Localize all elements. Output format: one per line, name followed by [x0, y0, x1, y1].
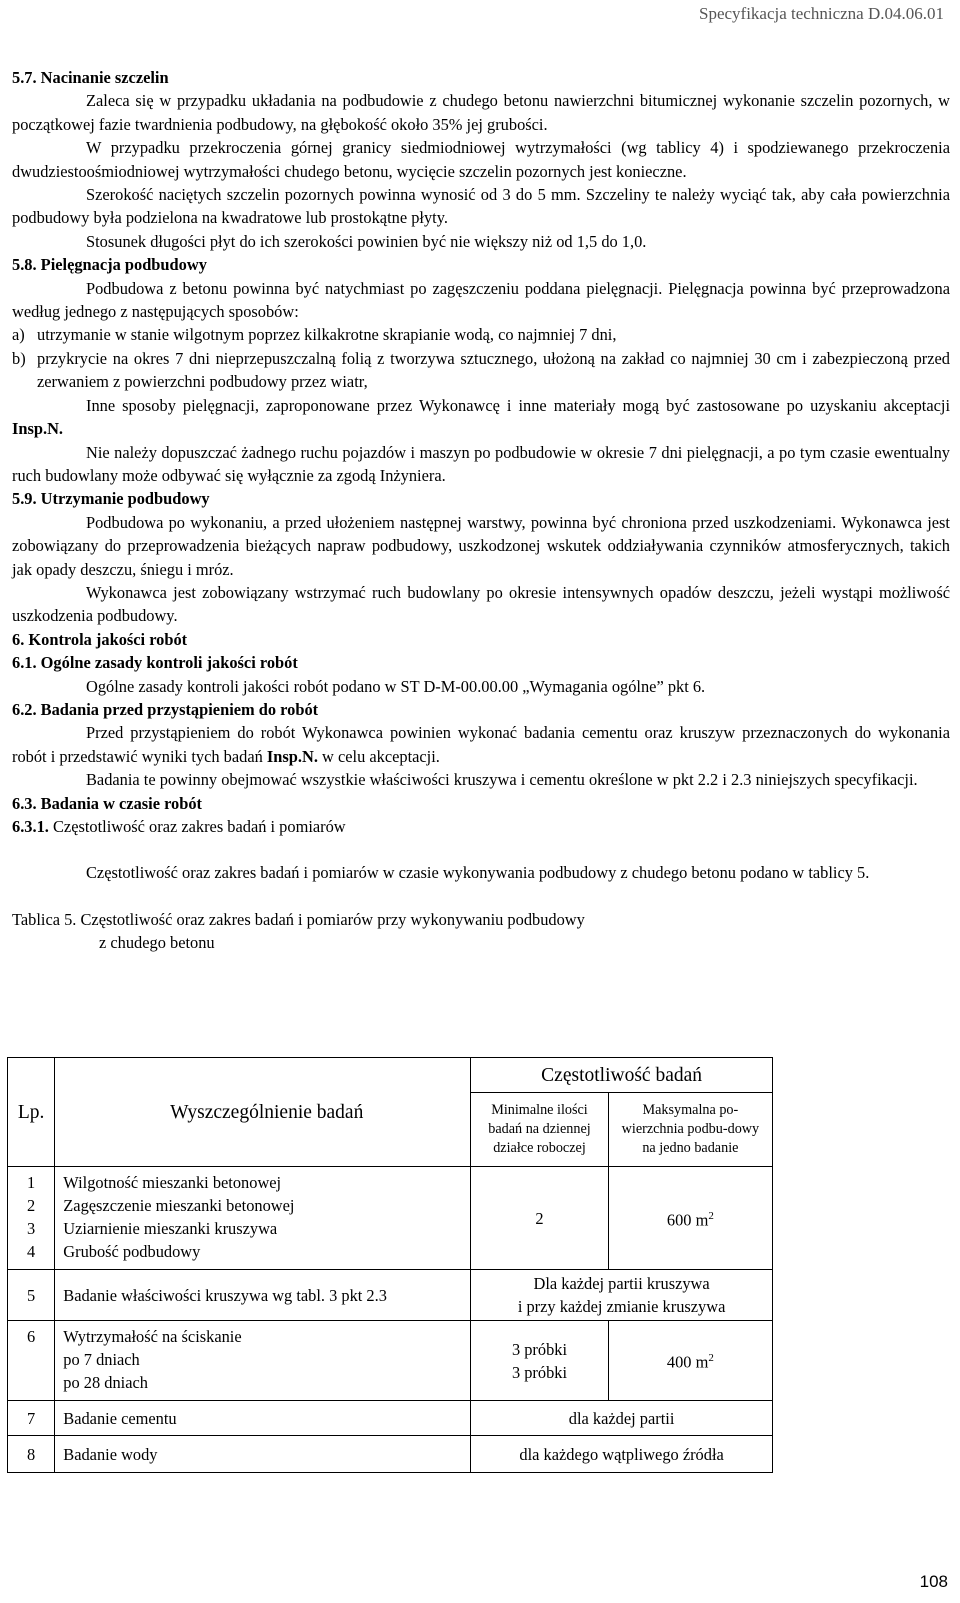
- paragraph-text: Inne sposoby pielęgnacji, zaproponowane przez Wykonawcę i inne materiały mogą być zastosowane po uzyskaniu akceptacji: [86, 395, 950, 415]
- section-heading-6: 6. Kontrola jakości robót: [12, 629, 188, 649]
- max-cell: [608, 1321, 772, 1401]
- lp-value: 4: [27, 1242, 36, 1261]
- frequency-line: Dla każdej partii kruszywa: [533, 1274, 710, 1293]
- header-min: Minimalne ilości badań na dziennej działce roboczej: [471, 1093, 609, 1167]
- lp-value: 3: [27, 1219, 36, 1238]
- lp-cell: [8, 1167, 55, 1270]
- page-number: 108: [919, 1572, 948, 1591]
- paragraph-text: Przed przystąpieniem do robót Wykonawca powinien wykonać badania cementu oraz kruszyw przeznaczonych do wykonania robót i przedstawić wyniki tych badań: [12, 723, 950, 766]
- description-line: Wytrzymałość na ściskanie: [63, 1327, 242, 1346]
- table-header-row: [8, 1058, 773, 1093]
- paragraph: Wykonawca jest zobowiązany wstrzymać ruch budowlany po okresie intensywnych opadów deszczu, jeżeli wystąpi możliwość uszkodzenia podbudowy.: [12, 582, 950, 626]
- header-lp: [8, 1058, 55, 1167]
- section-heading-5-9: 5.9. Utrzymanie podbudowy: [12, 489, 210, 509]
- paragraph: Częstotliwość oraz zakres badań i pomiarów w czasie wykonywania podbudowy z chudego betonu podano w tablicy 5.: [86, 863, 870, 883]
- section-heading-6-1: 6.1. Ogólne zasady kontroli jakości robót: [12, 653, 298, 673]
- section-heading-5-8: 5.8. Pielęgnacja podbudowy: [12, 255, 207, 275]
- description-cell: [55, 1167, 471, 1270]
- paragraph: Nie należy dopuszczać żadnego ruchu pojazdów i maszyn po podbudowie w okresie 7 dni pielęgnacji, a po tym czasie ewentualny ruch budowlany może odbywać się wyłącznie za zgodą Inżyniera.: [12, 442, 950, 485]
- paragraph: Podbudowa z betonu powinna być natychmiast po zagęszczeniu poddana pielęgnacji. Pielęgnacja powinna być przeprowadzona według jednego z następujących sposobów:: [12, 278, 950, 322]
- running-header: Specyfikacja techniczna D.04.06.01: [699, 4, 944, 23]
- section-heading-6-2: 6.2. Badania przed przystąpieniem do robót: [12, 699, 319, 719]
- header-text: Częstotliwość badań: [541, 1064, 703, 1086]
- table-row: [8, 1167, 773, 1270]
- list-item: [12, 323, 950, 346]
- frequency-cell: [471, 1270, 773, 1321]
- description-cell: [55, 1321, 471, 1401]
- subsection-title: Częstotliwość oraz zakres badań i pomiarów: [48, 817, 346, 836]
- list-marker: a): [12, 325, 25, 345]
- header-description: [55, 1058, 471, 1167]
- frequency-table: [7, 1057, 773, 1473]
- header-text: Lp.: [17, 1101, 45, 1123]
- max-value: 600 m: [666, 1210, 709, 1230]
- table-caption: Tablica 5. Częstotliwość oraz zakres badań i pomiarów przy wykonywaniu podbudowy: [12, 909, 585, 929]
- frequency-line: i przy każdej zmianie kruszywa: [517, 1297, 726, 1316]
- description-line: Uziarnienie mieszanki kruszywa: [63, 1219, 278, 1238]
- max-cell: [608, 1167, 772, 1270]
- lp-cell: 5: [8, 1270, 55, 1321]
- description-line: Wilgotność mieszanki betonowej: [63, 1173, 282, 1192]
- list-item: [12, 347, 950, 394]
- table-row: [8, 1270, 773, 1321]
- description-line: po 28 dniach: [63, 1373, 148, 1392]
- header-frequency: [471, 1058, 773, 1093]
- description-cell: Badanie właściwości kruszywa wg tabl. 3 pkt 2.3: [55, 1270, 471, 1321]
- lp-value: 1: [27, 1173, 36, 1192]
- section-heading-5-7: 5.7. Nacinanie szczelin: [12, 68, 169, 87]
- list-item-text: przykrycie na okres 7 dni nieprzepuszczalną folią z tworzywa sztucznego, ułożoną na zakład co najmniej 30 cm i zabezpieczoną przed zerwaniem z powierzchni podbudowy przez wiatr,: [37, 348, 950, 392]
- table-row: [8, 1436, 773, 1473]
- frequency-cell: dla każdej partii: [471, 1401, 773, 1436]
- paragraph: Ogólne zasady kontroli jakości robót podano w ST D-M-00.00.00 „Wymagania ogólne” pkt 6.: [86, 676, 706, 696]
- description-line: po 7 dniach: [63, 1350, 140, 1369]
- paragraph: Badania te powinny obejmować wszystkie właściwości kruszywa i cementu określone w pkt 2.2 i 2.3 niniejszych specyfikacji.: [86, 770, 918, 790]
- paragraph: Szerokość naciętych szczelin pozornych powinna wynosić od 3 do 5 mm. Szczeliny te należy wyciąć tak, aby cała powierzchnia podbudowy była podzielona na kwadratowe lub prostokątne płyty.: [12, 185, 950, 228]
- subsection-heading-6-3-1: [12, 815, 950, 838]
- header-max: Maksymalna po-wierzchnia podbu-dowy na jedno badanie: [608, 1093, 772, 1167]
- lp-cell: 6: [8, 1321, 55, 1401]
- bold-term: Insp.N.: [266, 746, 318, 766]
- min-cell: 2: [471, 1167, 609, 1270]
- description-cell: Badanie wody: [55, 1436, 471, 1473]
- document-body: [12, 66, 950, 955]
- section-heading-6-3: 6.3. Badania w czasie robót: [12, 793, 203, 813]
- unit-exponent: 2: [708, 1352, 714, 1365]
- min-value: 3 próbki: [511, 1339, 568, 1359]
- max-value: 400 m: [666, 1352, 709, 1372]
- subsection-number: 6.3.1.: [12, 817, 49, 836]
- description-line: Zagęszczenie mieszanki betonowej: [63, 1196, 295, 1215]
- paragraph: [12, 721, 950, 768]
- paragraph: [12, 394, 950, 441]
- paragraph: Zaleca się w przypadku układania na podbudowie z chudego betonu nawierzchni bitumicznej wykonanie szczelin pozornych, w początkowej fazie twardnienia podbudowy, na głębokość około 35% jej grubości.: [12, 91, 950, 134]
- paragraph-text: w celu akceptacji.: [317, 746, 440, 766]
- description-line: Grubość podbudowy: [63, 1242, 201, 1261]
- lp-cell: 7: [8, 1401, 55, 1436]
- list-marker: b): [12, 348, 26, 368]
- table-caption-continued: z chudego betonu: [99, 933, 215, 953]
- table-row: [8, 1401, 773, 1436]
- header-text: Wyszczególnienie badań: [170, 1101, 364, 1123]
- lp-value: 2: [27, 1196, 36, 1215]
- table-row: [8, 1321, 773, 1401]
- paragraph: W przypadku przekroczenia górnej granicy siedmiodniowej wytrzymałości (wg tablicy 4) i spodziewanego przekroczenia dwudziestoośmiodniowej wytrzymałości chudego betonu, wycięcie szczelin pozornych jest konieczne.: [12, 138, 950, 181]
- frequency-cell: dla każdego wątpliwego źródła: [471, 1436, 773, 1473]
- bold-term: Insp.N.: [12, 419, 64, 439]
- list-item-text: utrzymanie w stanie wilgotnym poprzez kilkakrotne skrapianie wodą, co najmniej 7 dni,: [37, 325, 617, 345]
- min-cell: [471, 1321, 609, 1401]
- paragraph: Stosunek długości płyt do ich szerokości powinien być nie większy niż od 1,5 do 1,0.: [86, 231, 647, 251]
- paragraph: Podbudowa po wykonaniu, a przed ułożeniem następnej warstwy, powinna być chroniona przed uszkodzeniami. Wykonawca jest zobowiązany do przeprowadzenia bieżących napraw podbudowy, uszkodzonej wskutek oddziaływania czynników atmosferycznych, takich jak opady deszczu, śniegu i mróz.: [12, 512, 950, 579]
- min-value: 3 próbki: [511, 1362, 568, 1382]
- description-cell: Badanie cementu: [55, 1401, 471, 1436]
- unit-exponent: 2: [708, 1209, 714, 1222]
- lp-cell: 8: [8, 1436, 55, 1473]
